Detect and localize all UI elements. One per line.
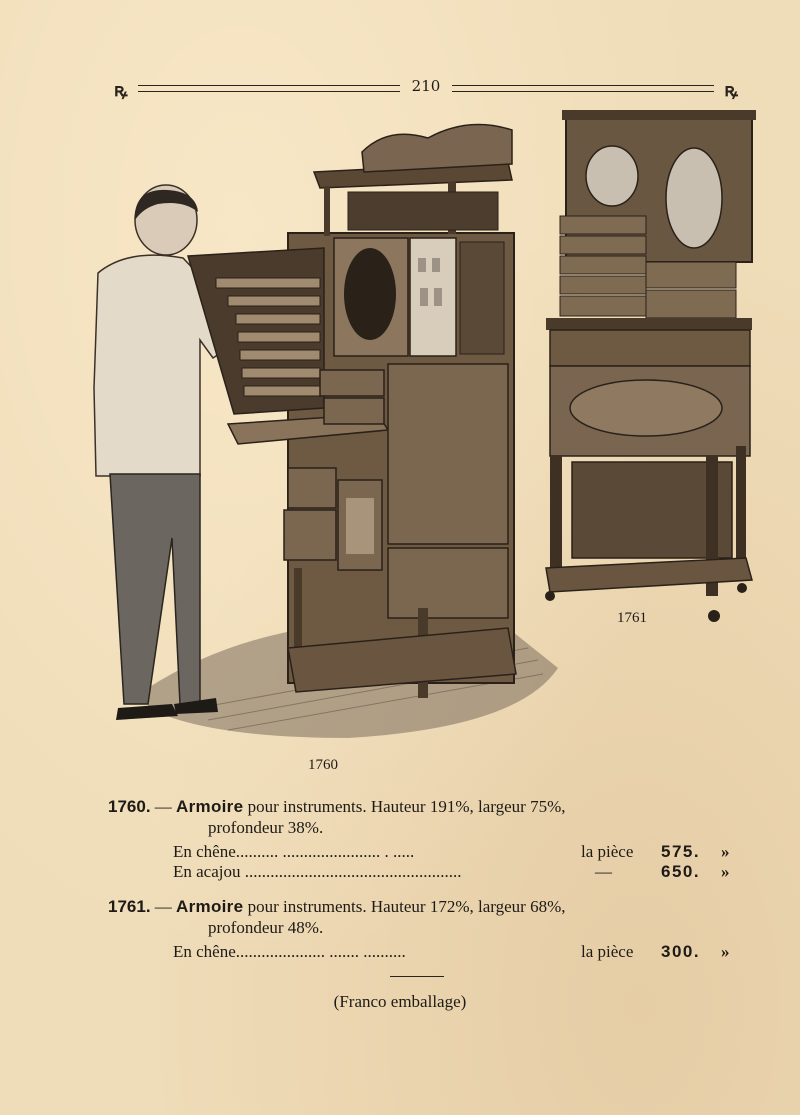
price-label: En acajou ...................................................	[173, 862, 462, 881]
item-description-cont: profondeur 38%.	[208, 818, 324, 837]
item-dash: —	[154, 797, 172, 816]
price-unit: la pièce	[581, 942, 634, 961]
item-name: Armoire	[176, 897, 244, 916]
price-line	[173, 942, 733, 962]
item-dash: —	[154, 897, 172, 916]
price-unit: —	[595, 862, 612, 881]
ornament-left-icon: ꝶ	[114, 80, 128, 101]
caption-1760: 1760	[308, 757, 338, 773]
price-line	[173, 842, 733, 862]
item-description: pour instruments. Hauteur 191%, largeur 75%,	[247, 797, 566, 816]
catalog-entry-1761	[108, 896, 748, 938]
item-name: Armoire	[176, 797, 244, 816]
catalog-entry-1760	[108, 796, 748, 838]
page-number: 210	[411, 77, 441, 95]
price-label: En chêne..................... ....... ..........	[173, 942, 406, 961]
entry-line-1	[108, 896, 748, 917]
price-label: En chêne.......... ....................... . .....	[173, 842, 415, 861]
price-symbol: »	[721, 842, 730, 861]
page-header	[112, 76, 740, 100]
header-rule-right	[452, 85, 714, 92]
item-description-cont: profondeur 48%.	[208, 918, 324, 937]
item-number: 1760.	[108, 797, 151, 816]
price-unit: la pièce	[581, 842, 634, 861]
price-amount: 300.	[661, 942, 701, 961]
separator-rule	[390, 976, 444, 977]
ornament-right-icon: ꝶ	[724, 80, 738, 101]
caption-1761: 1761	[617, 610, 647, 626]
footer-note: (Franco emballage)	[333, 992, 467, 1011]
price-amount: 650.	[661, 862, 701, 881]
item-description: pour instruments. Hauteur 172%, largeur 68%,	[247, 897, 566, 916]
entry-line-1	[108, 796, 748, 817]
illustration-cabinet-1761	[536, 106, 758, 630]
illustration-cabinet-1760	[88, 108, 558, 740]
price-symbol: »	[721, 862, 730, 881]
price-symbol: »	[721, 942, 730, 961]
price-line	[173, 862, 733, 882]
item-number: 1761.	[108, 897, 151, 916]
price-amount: 575.	[661, 842, 701, 861]
